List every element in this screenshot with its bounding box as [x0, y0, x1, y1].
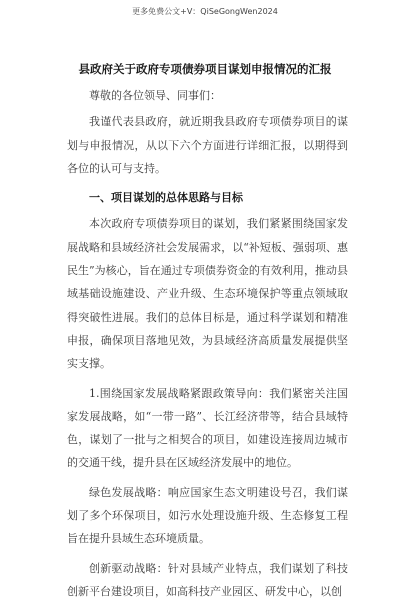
intro-paragraph: 我谨代表县政府，就近期我县政府专项债券项目的谋划与申报情况，从以下六个方面进行详细汇报，以期得到各位的认可与支持。 — [67, 115, 348, 175]
item-green-development: 绿色发展战略：响应国家生态文明建设号召，我们谋划了多个环保项目，如污水处理设施升级、生态修复工程旨在提升县域生态环境质量。 — [67, 485, 348, 546]
salutation: 尊敬的各位领导、同事们： — [89, 89, 221, 102]
section-1-paragraph: 本次政府专项债券项目的谋划，我们紧紧围绕国家发展战略和县域经济社会发展需求，以“补短板、强弱项、惠民生”为核心，旨在通过专项债券资金的有效利用，推动县域基础设施建设、产业升级、生态环境保护等重点领域取得突破性进展。我们的总体目标是，通过科学谋划和精准申报，确保项目落地见效，为县域经济高质量发展提供坚实支撑。 — [67, 217, 348, 371]
section-heading-1: 一、项目谋划的总体思路与目标 — [89, 191, 243, 205]
item-national-strategy: 1.围绕国家发展战略紧跟政策导向：我们紧密关注国家发展战略，如“一带一路”、长江经济带等，结合县域特色，谋划了一批与之相契合的项目，如建设连接周边城市的交通干线，提升县在区域经济发展中的地位。 — [67, 386, 348, 470]
document-body — [67, 84, 348, 603]
header-note: 更多免费公文+V：QiSeGongWen2024 — [132, 7, 278, 16]
item-innovation-driven: 创新驱动战略：针对县域产业特点，我们谋划了科技创新平台建设项目，如高科技产业园区、研发中心，以创 — [67, 561, 348, 598]
document-title: 县政府关于政府专项债券项目谋划申报情况的汇报 — [78, 62, 332, 76]
